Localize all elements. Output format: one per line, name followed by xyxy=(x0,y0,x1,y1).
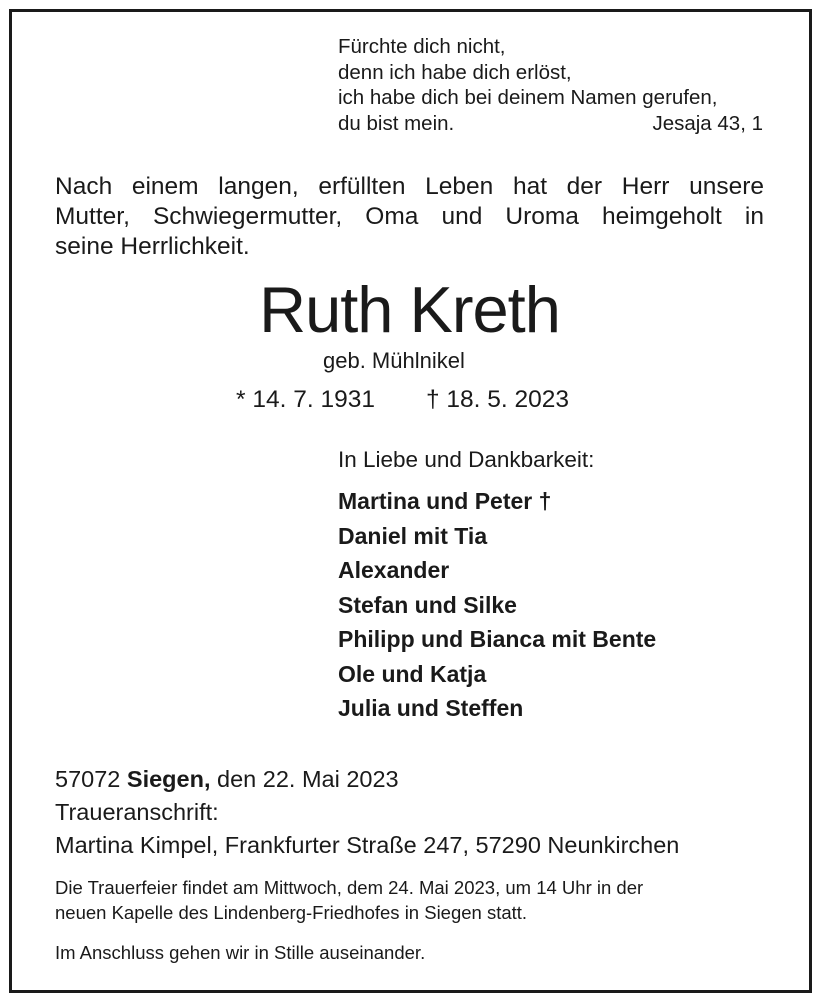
maiden-name: geb. Mühlnikel xyxy=(323,348,465,373)
intro-line: Mutter, Schwiegermutter, Oma und Uroma heimgeholt in xyxy=(55,203,764,230)
mourner-name: Daniel mit Tia xyxy=(338,522,488,549)
intro-line: Nach einem langen, erfüllten Leben hat der Herr unsere xyxy=(55,173,764,200)
deceased-name: Ruth Kreth xyxy=(259,273,560,346)
mourner-name: Alexander xyxy=(338,557,450,583)
verse-line: ich habe dich bei deinem Namen gerufen, xyxy=(338,86,718,109)
mourner-name: Martina und Peter † xyxy=(338,488,552,514)
funeral-notice xyxy=(55,875,775,925)
verse-line: Fürchte dich nicht, xyxy=(338,35,506,58)
verse-reference: Jesaja 43, 1 xyxy=(652,111,763,135)
verse-line: du bist mein. xyxy=(338,111,455,135)
intro-line: seine Herrlichkeit. xyxy=(55,233,250,260)
thanks-heading: In Liebe und Dankbarkeit: xyxy=(338,447,595,472)
mourner-name: Ole und Katja xyxy=(338,660,487,687)
mourning-address: Martina Kimpel, Frankfurter Straße 247, 57290 Neunkirchen xyxy=(55,832,680,858)
intro-text xyxy=(55,172,764,262)
funeral-notice-line: neuen Kapelle des Lindenberg-Friedhofes in Siegen statt. xyxy=(55,902,528,923)
verse-line: denn ich habe dich erlöst, xyxy=(338,60,572,84)
notice-date: den 22. Mai 2023 xyxy=(217,766,399,792)
mourner-name: Julia und Steffen xyxy=(338,695,524,721)
place-date-line xyxy=(55,763,679,796)
death-date: † 18. 5. 2023 xyxy=(426,386,570,413)
postcode: 57072 xyxy=(55,766,121,792)
birth-date: * 14. 7. 1931 xyxy=(236,386,375,413)
mourners-list xyxy=(338,484,656,726)
life-dates xyxy=(236,386,570,414)
verse-last-line xyxy=(338,111,763,137)
bible-verse xyxy=(338,34,763,136)
closing-note: Im Anschluss gehen wir in Stille auseinander. xyxy=(55,942,426,963)
mourner-name: Philipp und Bianca mit Bente xyxy=(338,626,657,652)
mourning-address-label: Traueranschrift: xyxy=(55,799,219,825)
mourner-name: Stefan und Silke xyxy=(338,591,517,618)
place-and-address xyxy=(55,763,679,862)
city: Siegen, xyxy=(126,766,211,792)
funeral-notice-line: Die Trauerfeier findet am Mittwoch, dem 24. Mai 2023, um 14 Uhr in der xyxy=(55,877,644,898)
